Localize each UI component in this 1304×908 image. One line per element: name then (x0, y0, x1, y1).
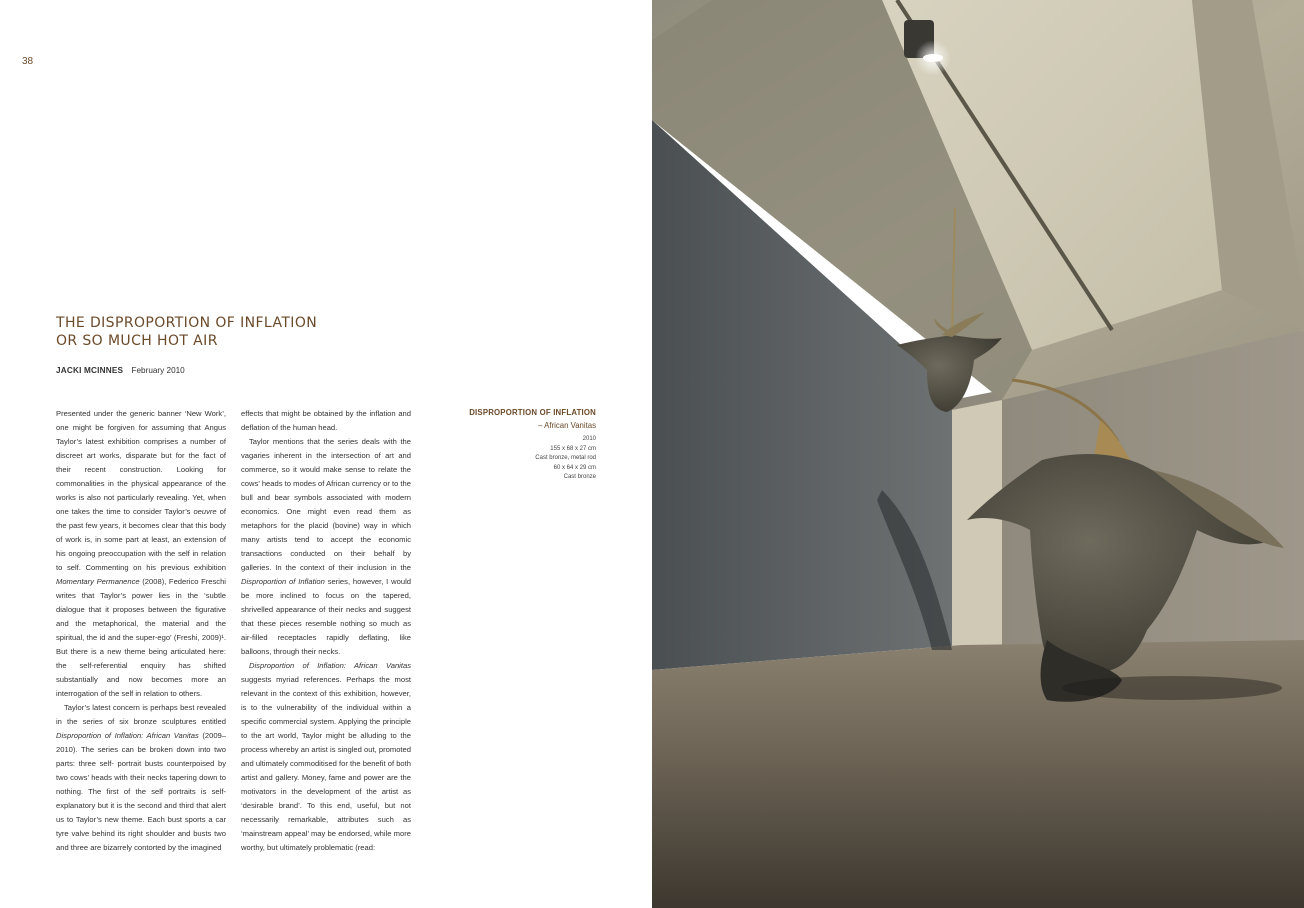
caption-medium-2: Cast bronze (563, 474, 596, 480)
paragraph (241, 435, 411, 659)
page-number: 38 (22, 56, 34, 67)
italic-text: Disproportion of Inflation: African Vanitas (56, 731, 199, 740)
text-span: (2009–2010). The series can be broken down into two parts: three self- portrait busts counterpoised by two cows’ heads with their necks tapering down to nothing. The first of the self portraits is self-explanatory but it is the second and third that alert us to Taylor’s new theme. Each bust sports a car tyre valve behind its right shoulder and busts two and three are bizarrely contorted by the imagined (56, 731, 226, 852)
author-name: JACKI MCINNES (56, 366, 124, 375)
text-column-1 (56, 407, 226, 855)
caption-year: 2010 (582, 436, 596, 442)
paragraph (241, 659, 411, 855)
italic-text: Disproportion of Inflation (241, 577, 325, 586)
text-span: (2008), Federico Freschi writes that Taylor’s power lies in the ‘subtle dialogue that it proposes between the figurative and the metaphorical, the material and the spiritual, the id and the super-ego’ (Freshi, 2009)¹. But there is a new theme being articulated here: the self-referential enquiry has shifted substantially and now becomes more an interrogation of the self in relation to others. (56, 577, 226, 698)
caption-medium-1: Cast bronze, metal rod (535, 455, 596, 461)
artwork-caption (440, 407, 596, 483)
caption-dimensions-2: 60 x 64 x 29 cm (553, 464, 596, 471)
paragraph (56, 407, 226, 701)
caption-title: DISPROPORTION OF INFLATION (469, 408, 596, 417)
caption-subtitle: – African Vanitas (538, 421, 596, 430)
article-title-line-2: OR SO MUCH HOT AIR (56, 333, 218, 349)
text-column-2 (241, 407, 411, 855)
text-span: series, however, I would be more inclined to focus on the tapered, shrivelled appearance of their necks and suggest that these pieces resemble nothing so much as air-filled receptacles rapidly deflating, like balloons, through their necks. (241, 577, 411, 656)
byline (56, 366, 185, 375)
text-span: Taylor’s latest concern is perhaps best revealed in the series of six bronze sculptures entitled (56, 703, 226, 726)
text-span: suggests myriad references. Perhaps the most relevant in the context of this exhibition, however, is to the vulnerability of the individual within a specific commercial system. Applying the principle to the art world, Taylor might be alluding to the process whereby an artist is singled out, promoted and ultimately commoditised for the benefit of both artist and gallery. Money, fame and power are the motivators in the development of the artist as ‘desirable brand’. To this end, useful, but not necessarily remarkable, attributes such as ‘mainstream appeal’ may be endorsed, while more worthy, but ultimately problematic (read: (241, 675, 411, 852)
gallery-photograph (652, 0, 1304, 908)
italic-text: Momentary Permanence (56, 577, 140, 586)
text-span: of the past few years, it becomes clear that this body of work is, in some part at least, an extension of his ongoing preoccupation with the self in relation to self. Commenting on his previous exhibition (56, 507, 226, 572)
text-span: Taylor mentions that the series deals with the vagaries inherent in the intersection of art and commerce, so it would make sense to relate the cows’ heads to modes of African currency or to the bull and bear symbols associated with modern economics. One might even read them as metaphors for the placid (bovine) way in which many artists tend to accept the economic transactions conducted on their behalf by galleries. In the context of their inclusion in the (241, 437, 411, 572)
text-span: effects that might be obtained by the inflation and deflation of the human head. (241, 409, 411, 432)
caption-details (440, 435, 596, 483)
article-title (56, 314, 376, 350)
paragraph (241, 407, 411, 435)
article-title-line-1: THE DISPROPORTION OF INFLATION (56, 315, 318, 331)
caption-dimensions-1: 155 x 68 x 27 cm (550, 445, 596, 452)
sculpture-photo (652, 0, 1304, 908)
text-span: Presented under the generic banner ‘New Work’, one might be forgiven for assuming that Angus Taylor’s latest exhibition comprises a number of discreet art works, disparate but for the fact of their recent construction. Looking for commonalities in the physical appearance of the works is also not particularly revealing. Yet, when one takes the time to consider Taylor’s (56, 409, 226, 516)
italic-text: Disproportion of Inflation: African Vanitas (249, 661, 411, 670)
paragraph (56, 701, 226, 855)
article-date: February 2010 (131, 366, 185, 375)
italic-text: oeuvre (193, 507, 217, 516)
